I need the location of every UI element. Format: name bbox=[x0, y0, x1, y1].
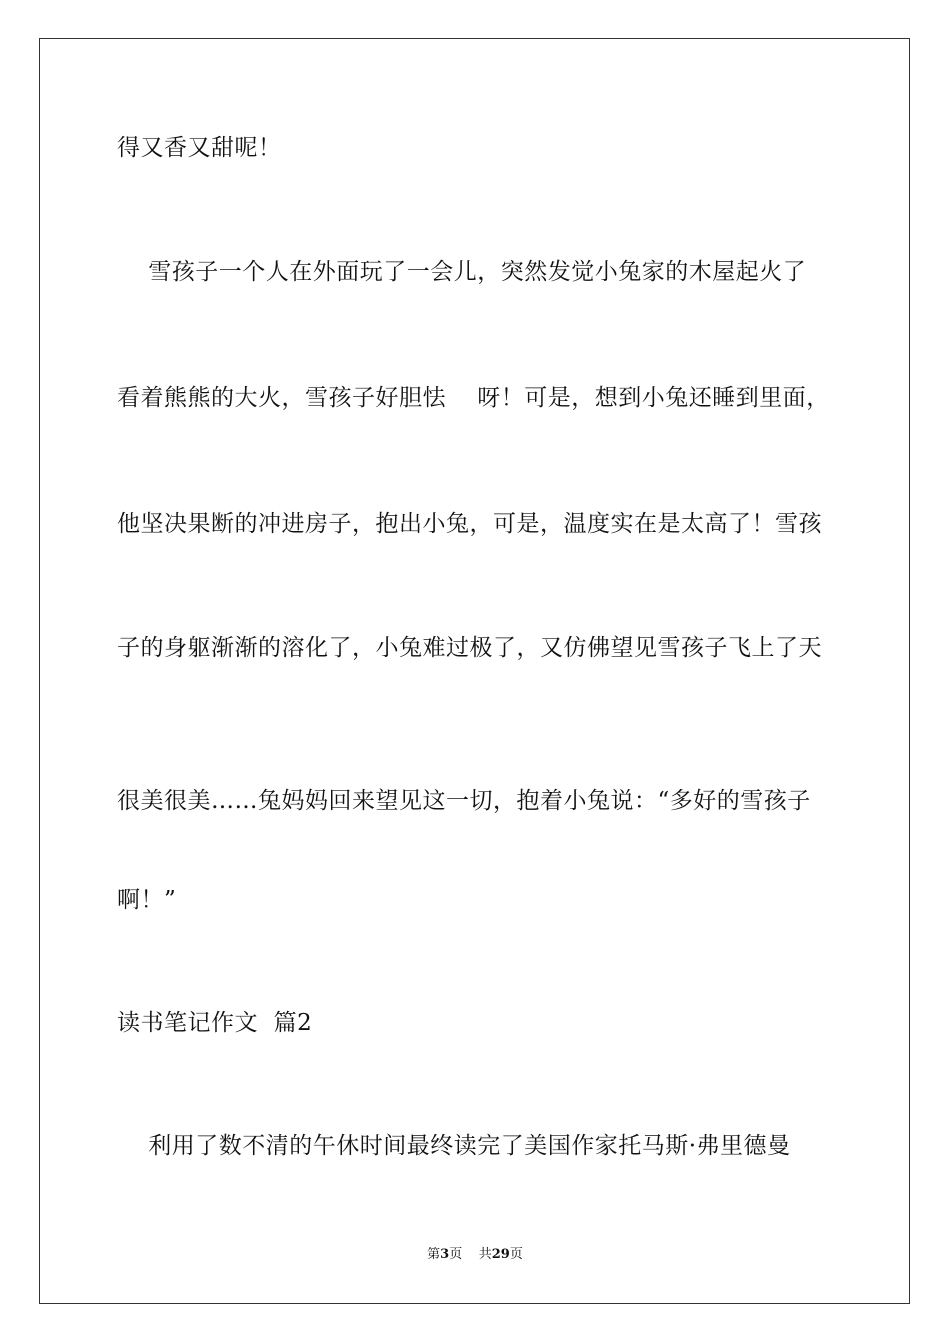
body-line-2: 雪孩子一个人在外面玩了一会儿，突然发觉小兔家的木屋起火了 bbox=[117, 259, 807, 285]
body-line-4: 他坚决果断的冲进房子，抱出小兔，可是，温度实在是太高了！雪孩 bbox=[117, 511, 822, 537]
body-line-5: 子的身躯渐渐的溶化了，小兔难过极了，又仿佛望见雪孩子飞上了天 bbox=[117, 635, 822, 661]
page-border bbox=[39, 38, 910, 1304]
body-line-1: 得又香又甜呢！ bbox=[117, 135, 282, 161]
body-line-7: 啊！” bbox=[117, 887, 177, 913]
body-line-6: 很美很美……兔妈妈回来望见这一切，抱着小兔说：“多好的雪孩子 bbox=[117, 788, 811, 814]
footer-page-number: 3 bbox=[440, 1247, 450, 1262]
footer-total-prefix: 共 bbox=[478, 1247, 492, 1262]
footer-page-suffix: 页 bbox=[449, 1247, 463, 1262]
footer-page-prefix: 第 bbox=[427, 1247, 441, 1262]
body-line-8: 利用了数不清的午休时间最终读完了美国作家托马斯·弗里德曼 bbox=[117, 1133, 791, 1159]
section-heading: 读书笔记作文 篇2 bbox=[117, 1010, 313, 1036]
footer-total-pages: 29 bbox=[491, 1247, 510, 1262]
page-footer bbox=[0, 1247, 950, 1263]
body-line-3: 看着熊熊的大火，雪孩子好胆怯 呀！可是，想到小兔还睡到里面， bbox=[117, 385, 830, 411]
footer-total-suffix: 页 bbox=[509, 1247, 523, 1262]
